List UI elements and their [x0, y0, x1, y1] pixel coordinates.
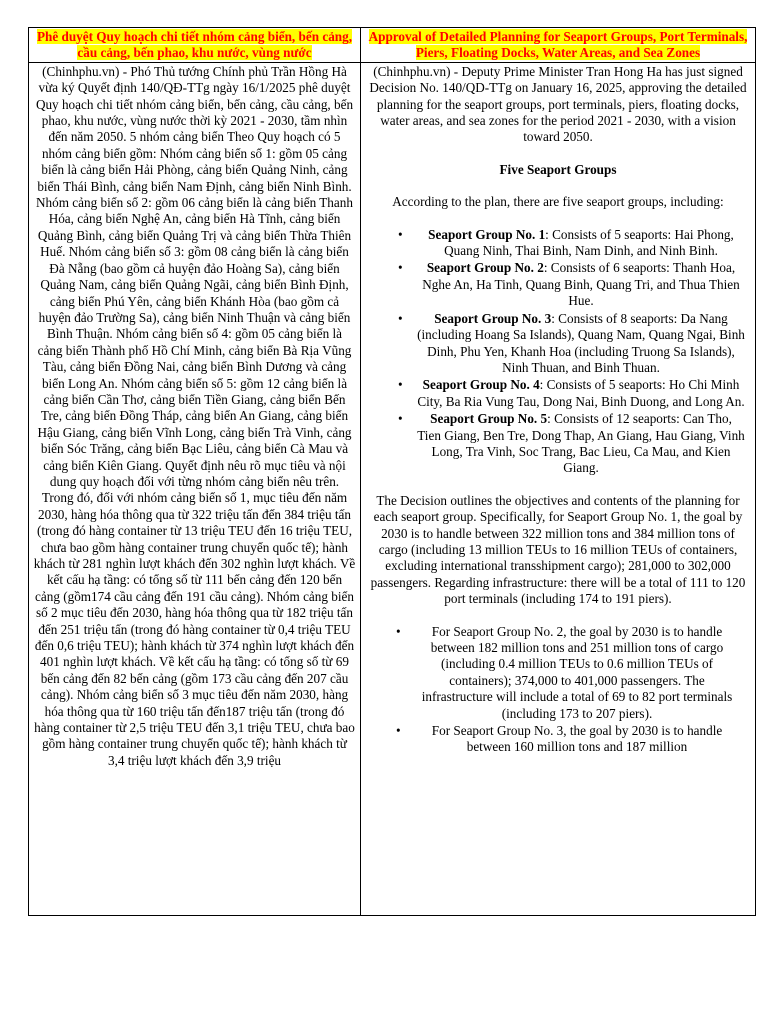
bilingual-table — [28, 27, 756, 916]
group-label: Seaport Group No. 4 — [422, 377, 540, 393]
en-intro: (Chinhphu.vn) - Deputy Prime Minister Tran Hong Ha has just signed Decision No. 140/QD-TTg on January 16, 2025, approving the detailed planning for the seaport groups, port terminals, piers, floating docks, water areas, and sea zones for the period 2021 - 2030, with a vision toward 2050. — [369, 63, 747, 145]
group-text: : Consists of 6 seaports: Thanh Hoa, Nghe An, Ha Tinh, Quang Binh, Quang Tri, and Thua Thien Hue. — [422, 260, 740, 309]
vi-title: Phê duyệt Quy hoạch chi tiết nhóm cảng biển, bến cảng, cầu cảng, bến phao, khu nước, vùng nước — [36, 29, 353, 61]
decision-paragraph: The Decision outlines the objectives and contents of the planning for each seaport group. Specifically, for Seaport Group No. 1, the goal by 2030 is to handle between 322 million tons and 384 million tons of cargo (including 13 million TEUs to 16 million TEUs of containers, excluding international transshipment cargo); 281,000 to 302,000 passengers. Regarding infrastructure: there will be a total of 111 to 120 port terminals (including 174 to 191 piers). — [370, 492, 746, 607]
en-title-cell — [361, 28, 756, 63]
list-item — [417, 411, 753, 477]
list-item: • For Seaport Group No. 2, the goal by 2030 is to handle between 182 million tons and 251 million tons of cargo (including 0.4 million TEUs to 0.6 million TEUs of containers); 374,000 to 401,000 passengers. The infrastructure will include a total of 69 to 82 port terminals (including 173 to 207 piers). — [415, 624, 753, 722]
list-item — [417, 260, 753, 309]
vi-body-cell — [29, 62, 361, 915]
group-text: : Consists of 12 seaports: Can Tho, Tien Giang, Ben Tre, Dong Thap, An Giang, Hau Giang, Vinh Long, Tra Vinh, Soc Trang, Bac Lieu, Ca Mau, and Kien Giang. — [417, 411, 745, 476]
vi-title-cell — [29, 28, 361, 63]
group-label: Seaport Group No. 5 — [430, 411, 548, 427]
group-label: Seaport Group No. 1 — [428, 226, 546, 242]
vi-body-text: (Chinhphu.vn) - Phó Thủ tướng Chính phủ Trần Hồng Hà vừa ký Quyết định 140/QĐ-TTg ngày 16/1/2025 phê duyệt Quy hoạch chi tiết nhóm cảng biển, bến cảng, cầu cảng, bến phao, khu nước, vùng nước thời kỳ 2021 - 2030, tầm nhìn đến năm 2050. 5 nhóm cảng biển Theo Quy hoạch có 5 nhóm cảng biển gồm: Nhóm cảng biển số 1: gồm 05 cảng biển là cảng biển Hải Phòng, cảng biển Quảng Ninh, cảng biển Thái Bình, cảng biển Nam Định, cảng biển Ninh Bình. Nhóm cảng biển số 2: gồm 06 cảng biển là cảng biển Thanh Hóa, cảng biển Nghệ An, cảng biển Hà Tĩnh, cảng biển Quảng Bình, cảng biển Quảng Trị và cảng biển Thừa Thiên Huế. Nhóm cảng biển số 3: gồm 08 cảng biển là cảng biển Đà Nẵng (bao gồm cả huyện đảo Hoàng Sa), cảng biển Quảng Nam, cảng biển Quảng Ngãi, cảng biển Bình Định, cảng biển Phú Yên, cảng biển Khánh Hòa (bao gồm cả huyện đảo Trường Sa), cảng biển Ninh Thuận và cảng biển Bình Thuận. Nhóm cảng biển số 4: gồm 05 cảng biển là cảng biển Thành phố Hồ Chí Minh, cảng biển Bà Rịa Vũng Tàu, cảng biển Đồng Nai, cảng biển Bình Dương và cảng biển Long An. Nhóm cảng biển số 5: gồm 12 cảng biển là cảng biển Cần Thơ, cảng biển Tiền Giang, cảng biển Bến Tre, cảng biển Đồng Tháp, cảng biển An Giang, cảng biển Hậu Giang, cảng biển Vĩnh Long, cảng biển Trà Vinh, cảng biển Sóc Trăng, cảng biển Bạc Liêu, cảng biển Cà Mau và cảng biển Kiên Giang. Quyết định nêu rõ mục tiêu và nội dung quy hoạch đối với từng nhóm cảng biển nêu trên. Trong đó, đối với nhóm cảng biển số 1, mục tiêu đến năm 2030, hàng hóa thông qua từ 322 triệu tấn đến 384 triệu tấn (trong đó hàng container từ 13 triệu TEU đến 16 triệu TEU, chưa bao gồm hàng container trung chuyển quốc tế); hành khách từ 281 nghìn lượt khách đến 302 nghìn lượt khách. Về kết cấu hạ tầng: có tổng số từ 111 bến cảng đến 120 bến cảng (gồm174 cầu cảng đến 191 cầu cảng). Nhóm cảng biển số 2 mục tiêu đến 2030, hàng hóa thông qua từ 182 triệu tấn đến 251 triệu tấn (trong đó hàng container từ 0,4 triệu TEU đến 0,6 triệu TEU); hành khách từ 374 nghìn lượt khách đến 401 nghìn lượt khách. Về kết cấu hạ tầng: có tổng số từ 69 bến cảng đến 82 bến cảng (gồm 173 cầu cảng đến 207 cầu cảng). Nhóm cảng biển số 3 mục tiêu đến năm 2030, hàng hóa thông qua từ 160 triệu tấn đến187 triệu tấn (trong đó hàng container từ 2,5 triệu TEU đến 3,1 triệu TEU, chưa bao gồm hàng container trung chuyển quốc tế); hành khách từ 3,4 triệu lượt khách đến 3,9 triệu — [33, 63, 356, 768]
group-text: : Consists of 8 seaports: Da Nang (including Hoang Sa Islands), Quang Nam, Quang Ngai, Binh Dinh, Phu Yen, Khanh Hoa (including Truong Sa Islands), Ninh Thuan, and Binh Thuan. — [417, 310, 745, 375]
list-item — [417, 377, 753, 410]
plan-intro: According to the plan, there are five seaport groups, including: — [392, 194, 724, 210]
seaport-group-list — [363, 227, 753, 477]
en-title: Approval of Detailed Planning for Seaport Groups, Port Terminals, Piers, Floating Docks, Water Areas, and Sea Zones — [368, 29, 748, 61]
list-item — [417, 311, 753, 377]
list-item: • For Seaport Group No. 3, the goal by 2030 is to handle between 160 million tons and 187 million — [415, 723, 753, 756]
group-label: Seaport Group No. 3 — [434, 310, 552, 326]
group-text: : Consists of 5 seaports: Hai Phong, Quang Ninh, Thai Binh, Nam Dinh, and Ninh Binh. — [444, 226, 734, 259]
group-text: : Consists of 5 seaports: Ho Chi Minh City, Ba Ria Vung Tau, Dong Nai, Binh Duong, and Long An. — [417, 377, 745, 409]
group-goals-list — [363, 624, 753, 756]
section-heading: Five Seaport Groups — [499, 161, 617, 177]
en-body-cell — [361, 62, 756, 915]
list-item — [417, 227, 753, 260]
header-row — [29, 28, 756, 63]
group-label: Seaport Group No. 2 — [426, 260, 544, 276]
body-row — [29, 62, 756, 915]
